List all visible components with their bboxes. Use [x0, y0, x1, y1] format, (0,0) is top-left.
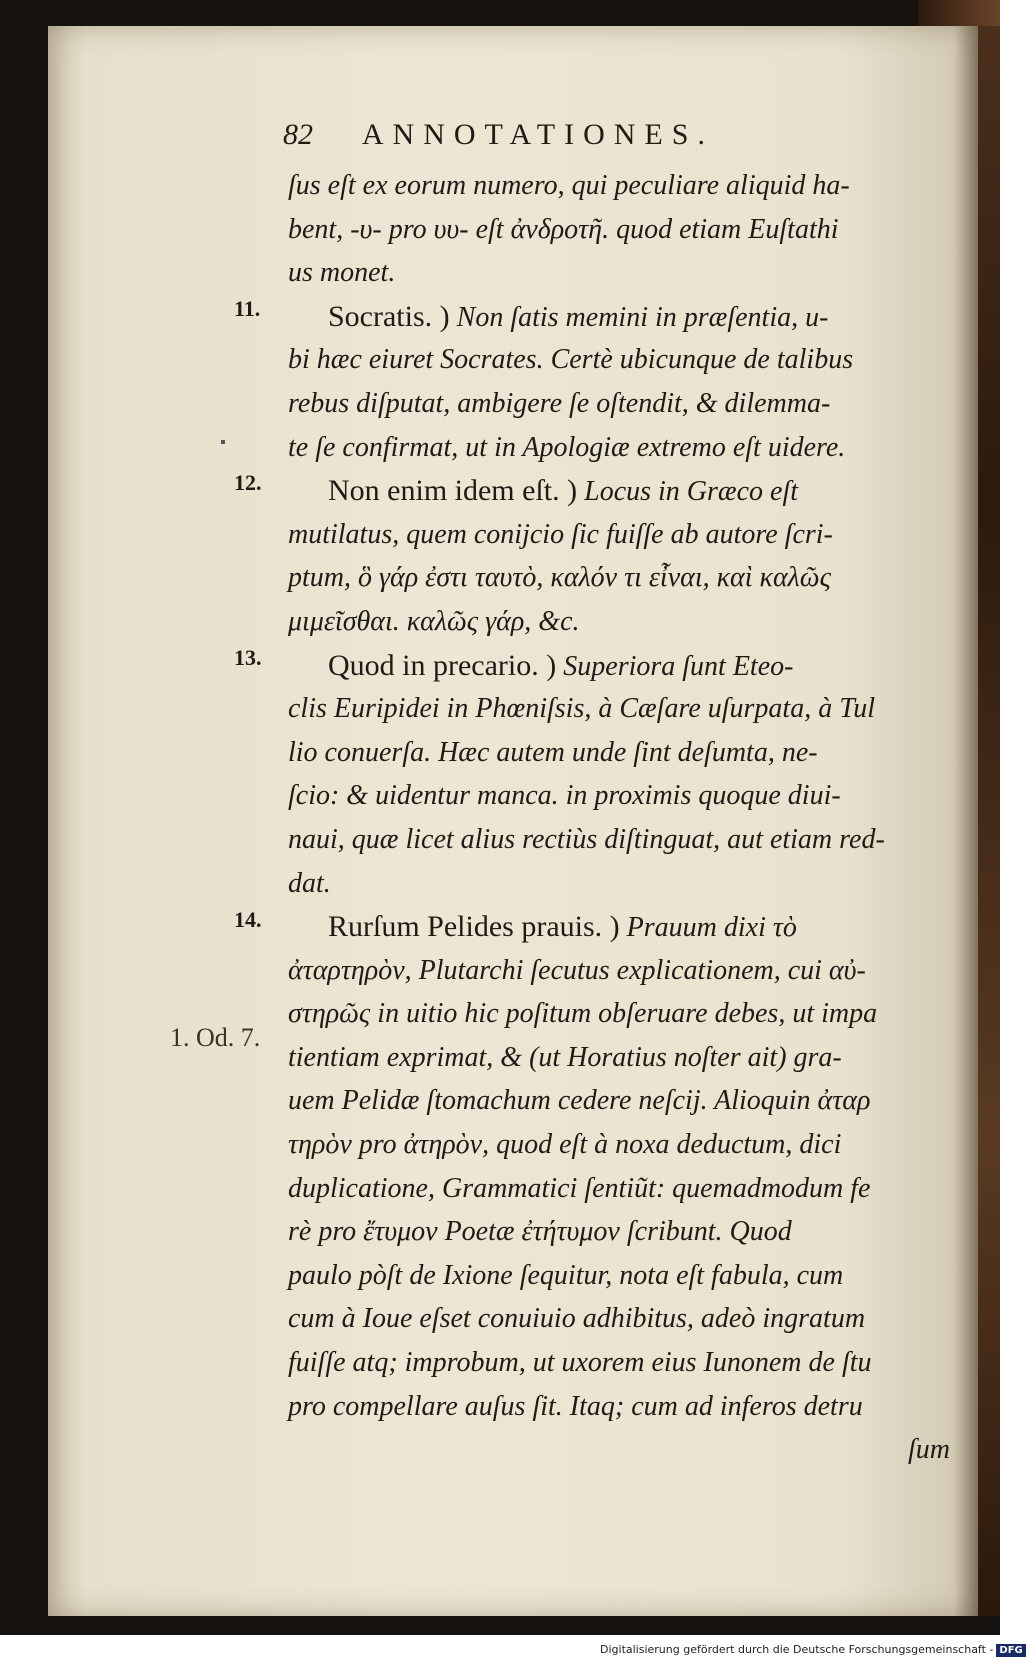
text-line: te ſe confirmat, ut in Apologiæ extremo eſt uidere. — [288, 431, 846, 463]
lemma-heading: Quod in precario. ) — [328, 648, 557, 682]
text-line: ſcio: & uidentur manca. in proximis quoque diui- — [288, 780, 841, 812]
note-number-11: 11. — [234, 296, 261, 321]
text-line: bent, -υ- pro υυ- eſt ἀνδροτῆ. quod etiam Euſtathi — [288, 213, 839, 245]
text-line: duplicatione, Grammatici ſentiũt: quemadmodum fe — [288, 1172, 871, 1204]
lemma-heading: Non enim idem eſt. ) — [328, 474, 578, 508]
annotation-text — [288, 164, 956, 1472]
binding-leather-edge — [978, 26, 1000, 1616]
note-number-13: 13. — [234, 645, 262, 670]
catchword: ſum — [908, 1434, 950, 1466]
text-line: μιμεῖσθαι. καλῶς γάρ, &c. — [288, 605, 580, 637]
text-line: lio conuerſa. Hæc autem unde ſint deſumta, ne- — [288, 736, 818, 768]
text-line: rebus diſputat, ambigere ſe oſtendit, & dilemma- — [288, 387, 831, 419]
text-line: pro compellare auſus ſit. Itaq; cum ad inferos detru — [288, 1390, 863, 1422]
text-line — [288, 295, 956, 339]
text-line: bi hæc eiuret Socrates. Certè ubicunque de talibus — [288, 344, 854, 376]
text-line: ἀταρτηρὸν, Plutarchi ſecutus explicationem, cui αὐ- — [288, 954, 866, 986]
text-line: ſus eſt ex eorum numero, qui peculiare aliquid ha- — [288, 170, 850, 201]
running-header — [283, 118, 883, 162]
text-line: us monet. — [288, 257, 396, 289]
lemma-rursum-pelides — [328, 912, 797, 943]
lemma-heading: Rurſum Pelides prauis. ) — [328, 910, 620, 944]
text-line: στηρῶς in uitio hic poſitum obſeruare debes, ut impa — [288, 998, 878, 1030]
lemma-commentary: Prauum dixi τὸ — [619, 912, 797, 944]
dfg-logo: DFG — [996, 1644, 1025, 1657]
text-line: naui, quæ licet alius rectiùs diſtinguat, aut etiam red- — [288, 823, 885, 855]
lemma-heading: Socratis. ) — [328, 299, 450, 333]
text-line: mutilatus, quem conijcio ſic fuiſſe ab autore ſcri- — [288, 518, 833, 550]
marginal-reference: 1. Od. 7. — [170, 1023, 261, 1052]
text-line: ptum, ὃ γάρ ἐστι ταυτὸ, καλόν τι εἶναι, καὶ καλῶς — [288, 562, 831, 594]
text-line: cum à Ioue eſset conuiuio adhibitus, adeò ingratum — [288, 1303, 866, 1335]
lemma-commentary: Non ſatis memini in præſentia, u- — [449, 301, 829, 333]
text-line: tientiam exprimat, & (ut Horatius noſter ait) gra- — [288, 1041, 842, 1073]
digitization-credit — [600, 1643, 1023, 1659]
note-number-14: 14. — [234, 907, 262, 932]
page-gutter-shadow — [954, 26, 978, 1616]
lemma-quod-in-precario — [328, 648, 794, 682]
text-line: fuiſſe atq; improbum, ut uxorem eius Iunonem de ſtu — [288, 1347, 872, 1379]
binding-leather-top — [918, 0, 1000, 26]
note-number-12: 12. — [234, 470, 262, 495]
text-line: clis Euripidei in Phœniſsis, à Cæſare uſurpata, à Tul — [288, 693, 876, 725]
lemma-commentary: Superiora ſunt Eteo- — [556, 650, 794, 682]
stray-ink-mark — [221, 440, 225, 444]
text-line — [288, 644, 956, 688]
text-line — [288, 469, 956, 513]
text-line: paulo pòſt de Ixione ſequitur, nota eſt fabula, cum — [288, 1259, 844, 1291]
lemma-socratis — [328, 299, 829, 333]
lemma-commentary: Locus in Græco eſt — [577, 476, 799, 508]
credit-text: Digitalisierung gefördert durch die Deutsche Forschungsgemeinschaft - — [600, 1643, 994, 1656]
text-line: τηρὸν pro ἀτηρὸν, quod eſt à noxa deductum, dici — [288, 1129, 842, 1161]
text-line — [288, 905, 956, 949]
text-line: rè pro ἔτυμον Poetæ ἐτήτυμον ſcribunt. Quod — [288, 1216, 792, 1248]
page-number: 82 — [283, 118, 313, 151]
lemma-non-enim — [328, 476, 798, 507]
text-line: dat. — [288, 867, 331, 899]
running-title: ANNOTATIONES. — [361, 118, 714, 151]
text-line: uem Pelidæ ſtomachum cedere neſcij. Alioquin ἀταρ — [288, 1085, 871, 1117]
